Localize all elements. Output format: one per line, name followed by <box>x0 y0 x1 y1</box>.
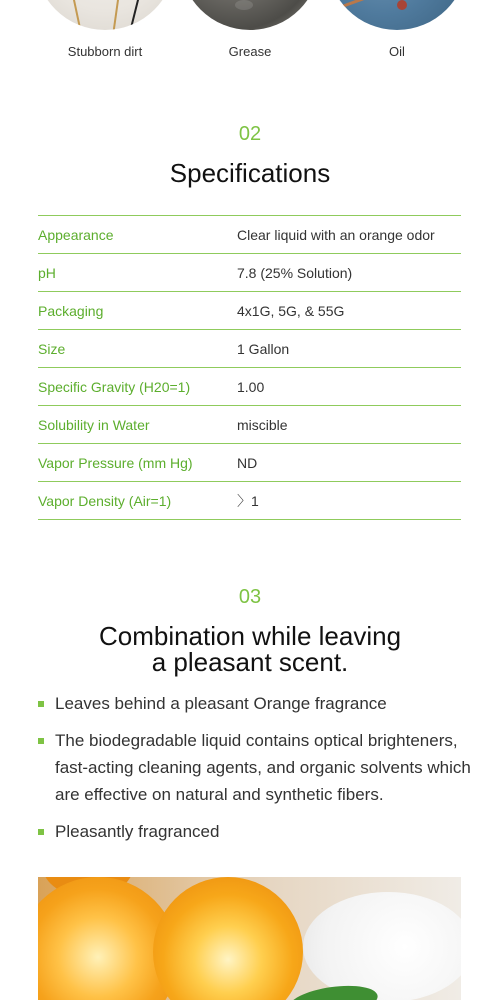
grease-image <box>180 0 320 30</box>
oranges-photo <box>38 877 461 1000</box>
spec-row <box>38 406 461 444</box>
bullet-square-icon <box>38 829 44 835</box>
spec-key: Size <box>38 340 66 357</box>
spec-row <box>38 216 461 254</box>
spec-value: ND <box>237 454 258 471</box>
list-item-text: Pleasantly fragranced <box>55 822 220 841</box>
oil-image <box>327 0 467 30</box>
section-number-03: 03 <box>238 586 262 608</box>
grease-label: Grease <box>228 44 272 59</box>
spec-row <box>38 482 461 520</box>
spec-value: Clear liquid with an orange odor <box>237 226 435 243</box>
stubborn-dirt-image <box>35 0 175 30</box>
list-item <box>38 818 488 845</box>
list-item-text: Leaves behind a pleasant Orange fragrance <box>55 694 387 713</box>
bullet-square-icon <box>38 701 44 707</box>
spec-key: Packaging <box>38 302 104 319</box>
spec-key: Appearance <box>38 226 114 243</box>
oil-label: Oil <box>389 44 405 59</box>
spec-row <box>38 254 461 292</box>
spec-value: 1.00 <box>237 378 265 395</box>
spec-value: 1 Gallon <box>237 340 290 357</box>
spec-row <box>38 444 461 482</box>
list-item <box>38 727 488 808</box>
specifications-table <box>38 215 461 520</box>
spec-value: miscible <box>237 416 288 433</box>
list-item <box>38 690 488 717</box>
spec-row <box>38 368 461 406</box>
spec-row <box>38 330 461 368</box>
spec-key: Specific Gravity (H20=1) <box>38 378 191 395</box>
spec-value: 〉1 <box>237 492 259 509</box>
specifications-title: Specifications <box>169 158 331 188</box>
bullet-square-icon <box>38 738 44 744</box>
section-number-02: 02 <box>238 123 262 145</box>
spec-value: 7.8 (25% Solution) <box>237 264 353 281</box>
scent-title-line-2: a pleasant scent. <box>151 647 349 677</box>
list-item-text: The biodegradable liquid contains optical brighteners, fast-acting cleaning agents, and organic solvents which are effective on natural and synthetic fibers. <box>55 731 471 804</box>
feature-list <box>38 690 488 855</box>
spec-key: Vapor Pressure (mm Hg) <box>38 454 193 471</box>
spec-row <box>38 292 461 330</box>
spec-value: 4x1G, 5G, & 55G <box>237 302 345 319</box>
stubborn-dirt-label: Stubborn dirt <box>67 44 143 59</box>
scent-title-line-1: Combination while leaving <box>98 621 402 651</box>
spec-key: pH <box>38 264 56 281</box>
spec-key: Solubility in Water <box>38 416 150 433</box>
spec-key: Vapor Density (Air=1) <box>38 492 172 509</box>
